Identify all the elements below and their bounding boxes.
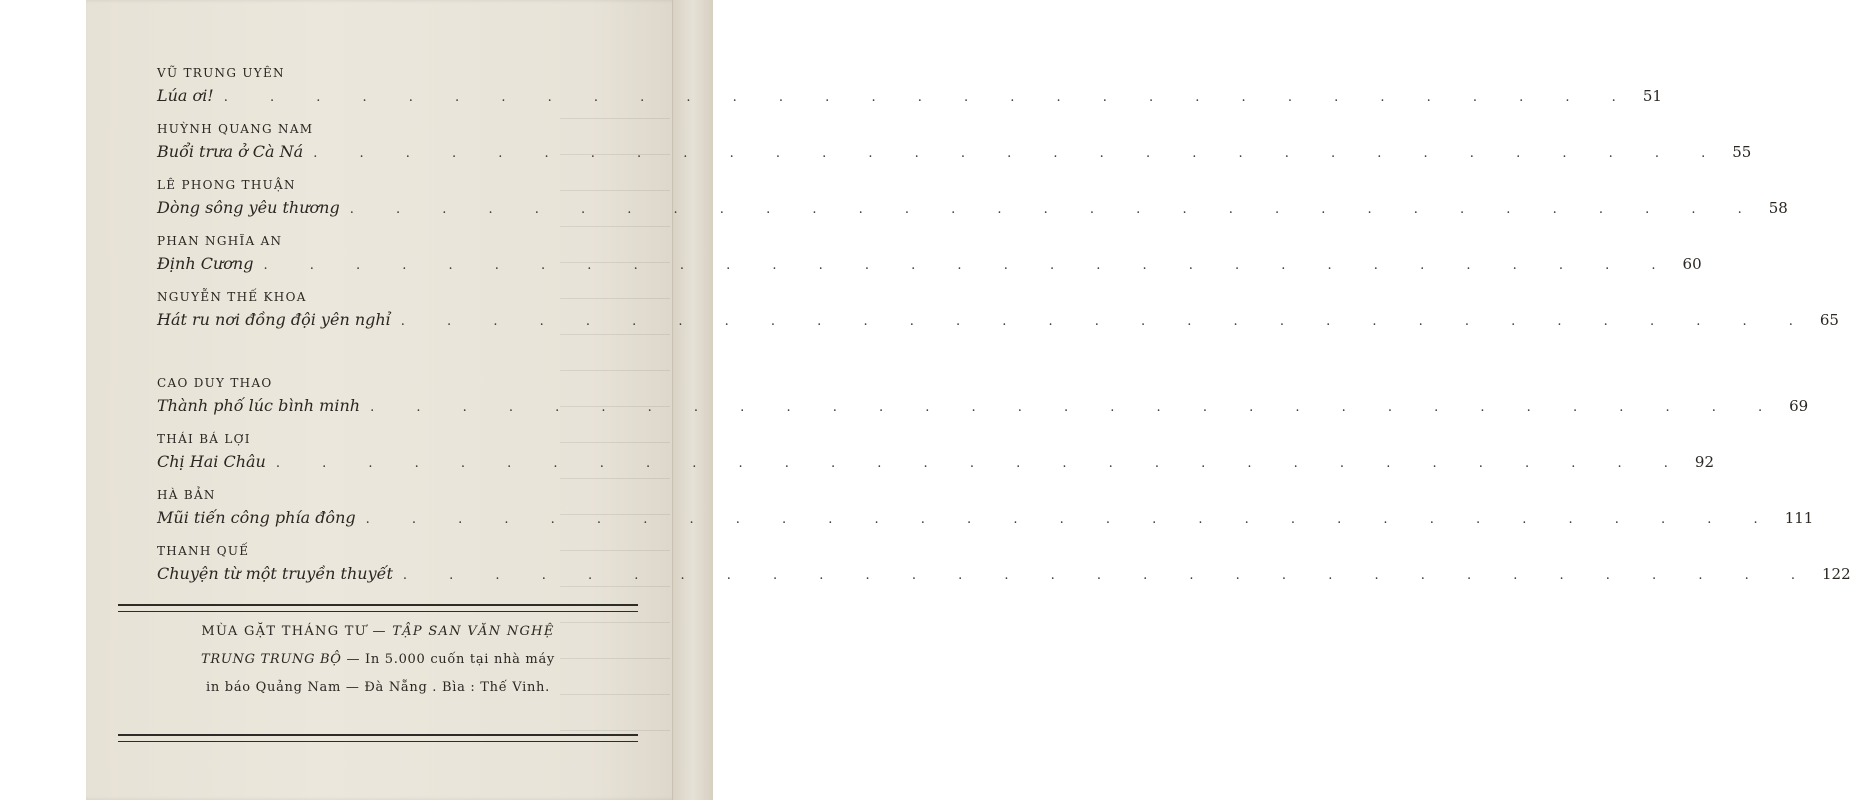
colophon [118, 624, 638, 708]
toc-author: VŨ TRUNG UYÊN [157, 66, 285, 80]
toc-page-number: 92 [1694, 453, 1715, 471]
toc-title-row [157, 452, 1715, 476]
toc-author: HÀ BẢN [157, 488, 216, 502]
toc-title-row [157, 86, 1662, 110]
colophon-magazine-name: MÙA GẶT THÁNG TƯ — [201, 624, 393, 639]
toc-page-number: 58 [1768, 199, 1788, 217]
toc-author: CAO DUY THAO [157, 376, 273, 390]
toc-page-number: 65 [1819, 311, 1839, 329]
toc-entry [157, 290, 1839, 346]
colophon-line-1 [118, 624, 638, 652]
colophon-subtitle: TẬP SAN VĂN NGHỆ [392, 624, 555, 639]
toc-page-number: 60 [1682, 255, 1702, 273]
toc-entry [157, 178, 1788, 234]
toc-title: Hát ru nơi đồng đội yên nghỉ [157, 310, 391, 329]
toc-page-number: 111 [1784, 509, 1814, 527]
toc-leader: . . . . . . . . . . . . . . . . . . . . . . . . . . . . . . . [223, 90, 1635, 105]
toc-entry [157, 544, 1851, 600]
toc-page-number: 69 [1789, 397, 1809, 415]
toc-leader: . . . . . . . . . . . . . . . . . . . . . . . . . . . . . . . [400, 314, 1812, 329]
colophon-line-3: in báo Quảng Nam — Đà Nẵng . Bìa : Thế Vinh. [206, 680, 550, 695]
toc-entry [157, 488, 1814, 544]
toc-title-row [157, 142, 1752, 166]
toc-author: PHAN NGHĨA AN [157, 234, 283, 248]
toc-leader: . . . . . . . . . . . . . . . . . . . . . . . . . . . . . . . [370, 400, 1782, 415]
toc-leader: . . . . . . . . . . . . . . . . . . . . . . . . . . . . . . . [313, 146, 1725, 161]
toc-author: THÁI BÁ LỢI [157, 432, 251, 446]
toc-leader: . . . . . . . . . . . . . . . . . . . . . . . . . . . . . . . [365, 512, 1777, 527]
toc-title: Chuyện từ một truyền thuyết [157, 564, 393, 583]
toc-leader: . . . . . . . . . . . . . . . . . . . . . . . . . . . . . . . [402, 568, 1814, 583]
toc-title: Lúa ơi! [157, 86, 214, 105]
toc-page-number: 55 [1732, 143, 1752, 161]
toc-title: Thành phố lúc bình minh [157, 396, 361, 415]
colophon-region: TRUNG TRUNG BỘ [201, 652, 342, 667]
bottom-double-rule [118, 734, 638, 742]
toc-leader: . . . . . . . . . . . . . . . . . . . . . . . . . . . . . . . [263, 258, 1675, 273]
toc-title-row [157, 396, 1809, 420]
colophon-line-2 [118, 652, 638, 680]
toc-title: Dòng sông yêu thương [157, 198, 340, 217]
toc-page-number: 122 [1821, 565, 1851, 583]
toc-title: Chị Hai Châu [157, 452, 266, 471]
toc-title: Buổi trưa ở Cà Ná [157, 142, 304, 161]
toc-title-row [157, 564, 1851, 588]
toc-title-row [157, 254, 1702, 278]
toc-entry [157, 66, 1662, 122]
toc-title: Định Cương [157, 254, 254, 273]
toc-leader: . . . . . . . . . . . . . . . . . . . . . . . . . . . . . . . [275, 456, 1687, 471]
toc-title-row [157, 198, 1788, 222]
toc-leader: . . . . . . . . . . . . . . . . . . . . . . . . . . . . . . . [349, 202, 1761, 217]
toc-page-number: 51 [1642, 87, 1662, 105]
toc-title: Mũi tiến công phía đông [157, 508, 356, 527]
toc-author: HUỲNH QUANG NAM [157, 122, 314, 136]
toc-entry [157, 234, 1702, 290]
colophon-print-run: — In 5.000 cuốn tại nhà máy [341, 652, 555, 667]
toc-author: NGUYỄN THẾ KHOA [157, 290, 307, 304]
toc-author: THANH QUẾ [157, 544, 250, 558]
toc-title-row [157, 310, 1839, 334]
toc-entry [157, 432, 1715, 488]
toc-entry [157, 376, 1809, 432]
toc-author: LÊ PHONG THUẬN [157, 178, 296, 192]
toc-title-row [157, 508, 1814, 532]
toc-entry [157, 122, 1752, 178]
table-of-contents [157, 66, 1851, 600]
top-double-rule [118, 604, 638, 612]
